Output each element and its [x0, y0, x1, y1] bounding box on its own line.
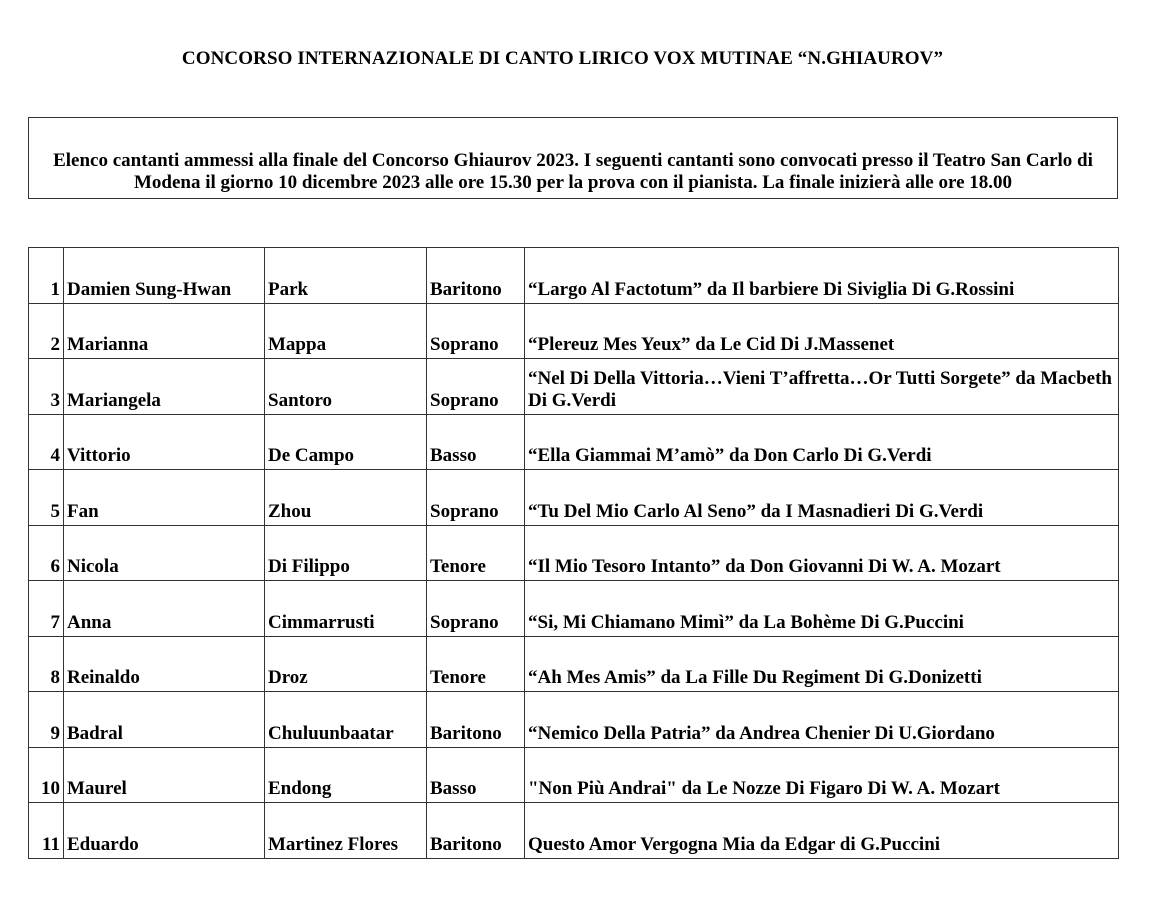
- table-row: [29, 414, 1119, 470]
- voice-type: Baritono: [427, 803, 525, 859]
- first-name: Damien Sung-Hwan: [64, 248, 265, 304]
- last-name: Park: [265, 248, 427, 304]
- table-row: [29, 803, 1119, 859]
- voice-type: Basso: [427, 747, 525, 803]
- aria-piece: “Nemico Della Patria” da Andrea Chenier Di U.Giordano: [525, 692, 1119, 748]
- last-name: Martinez Flores: [265, 803, 427, 859]
- aria-piece: “Nel Di Della Vittoria…Vieni T’affretta…Or Tutti Sorgete” da Macbeth Di G.Verdi: [525, 359, 1119, 415]
- table-row: [29, 303, 1119, 359]
- last-name: Zhou: [265, 470, 427, 526]
- table-row: [29, 636, 1119, 692]
- first-name: Maurel: [64, 747, 265, 803]
- last-name: Chuluunbaatar: [265, 692, 427, 748]
- aria-piece: "Non Più Andrai" da Le Nozze Di Figaro Di W. A. Mozart: [525, 747, 1119, 803]
- row-number: 10: [29, 747, 64, 803]
- row-number: 1: [29, 248, 64, 304]
- voice-type: Tenore: [427, 636, 525, 692]
- first-name: Nicola: [64, 525, 265, 581]
- voice-type: Soprano: [427, 470, 525, 526]
- aria-piece: “Largo Al Factotum” da Il barbiere Di Siviglia Di G.Rossini: [525, 248, 1119, 304]
- first-name: Anna: [64, 581, 265, 637]
- last-name: Santoro: [265, 359, 427, 415]
- first-name: Vittorio: [64, 414, 265, 470]
- aria-piece: “Tu Del Mio Carlo Al Seno” da I Masnadieri Di G.Verdi: [525, 470, 1119, 526]
- first-name: Eduardo: [64, 803, 265, 859]
- aria-piece: “Plereuz Mes Yeux” da Le Cid Di J.Massenet: [525, 303, 1119, 359]
- row-number: 11: [29, 803, 64, 859]
- first-name: Marianna: [64, 303, 265, 359]
- last-name: Endong: [265, 747, 427, 803]
- row-number: 8: [29, 636, 64, 692]
- notice-text: Elenco cantanti ammessi alla finale del Concorso Ghiaurov 2023. I seguenti cantanti sono convocati presso il Teatro San Carlo di Modena il giorno 10 dicembre 2023 alle ore 15.30 per la prova con il pianista. La finale inizierà alle ore 18.00: [53, 150, 1093, 193]
- table-row: [29, 359, 1119, 415]
- aria-piece: “Ah Mes Amis” da La Fille Du Regiment Di G.Donizetti: [525, 636, 1119, 692]
- first-name: Mariangela: [64, 359, 265, 415]
- table-row: [29, 525, 1119, 581]
- aria-piece: Questo Amor Vergogna Mia da Edgar di G.Puccini: [525, 803, 1119, 859]
- last-name: Mappa: [265, 303, 427, 359]
- row-number: 9: [29, 692, 64, 748]
- voice-type: Baritono: [427, 248, 525, 304]
- voice-type: Tenore: [427, 525, 525, 581]
- row-number: 5: [29, 470, 64, 526]
- first-name: Fan: [64, 470, 265, 526]
- finalists-table: [28, 247, 1119, 859]
- document-title: CONCORSO INTERNAZIONALE DI CANTO LIRICO VOX MUTINAE “N.GHIAUROV”: [181, 48, 944, 69]
- table-row: [29, 581, 1119, 637]
- voice-type: Basso: [427, 414, 525, 470]
- last-name: De Campo: [265, 414, 427, 470]
- first-name: Badral: [64, 692, 265, 748]
- voice-type: Baritono: [427, 692, 525, 748]
- last-name: Droz: [265, 636, 427, 692]
- row-number: 4: [29, 414, 64, 470]
- row-number: 2: [29, 303, 64, 359]
- row-number: 6: [29, 525, 64, 581]
- notice-box: [28, 117, 1118, 199]
- aria-piece: “Ella Giammai M’amò” da Don Carlo Di G.Verdi: [525, 414, 1119, 470]
- voice-type: Soprano: [427, 303, 525, 359]
- table-row: [29, 248, 1119, 304]
- table-row: [29, 692, 1119, 748]
- table-row: [29, 747, 1119, 803]
- row-number: 7: [29, 581, 64, 637]
- last-name: Cimmarrusti: [265, 581, 427, 637]
- aria-piece: “Il Mio Tesoro Intanto” da Don Giovanni Di W. A. Mozart: [525, 525, 1119, 581]
- voice-type: Soprano: [427, 359, 525, 415]
- aria-piece: “Si, Mi Chiamano Mimì” da La Bohème Di G.Puccini: [525, 581, 1119, 637]
- row-number: 3: [29, 359, 64, 415]
- last-name: Di Filippo: [265, 525, 427, 581]
- table-row: [29, 470, 1119, 526]
- voice-type: Soprano: [427, 581, 525, 637]
- first-name: Reinaldo: [64, 636, 265, 692]
